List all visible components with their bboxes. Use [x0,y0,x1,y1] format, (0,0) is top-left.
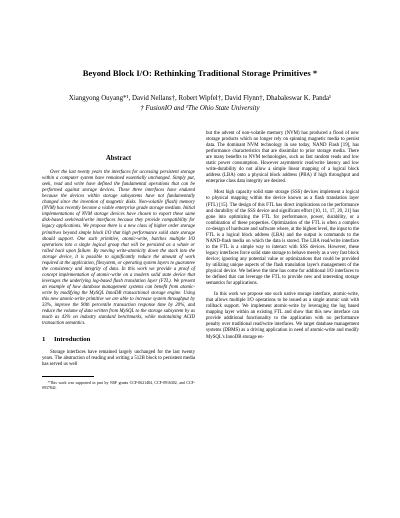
introduction-body [42,350,195,368]
body-paragraph-1: but the advent of non-volatile memory (NVM) has produced a flood of new storage products which no longer rely on spinning magnetic media to persist data. The dominant NVM technology in use today, NAND Flash [19], has performance characteristics that are dissimilar to prior storage media. There are many benefits to NVM technologies, such as fast random reads and low static power consumption. However asymmetric read/write latency and low write-durability do not allow a simple linear mapping of a logical block address (LBA) onto a physical block address (PBA) if high throughput and enterprise class data integrity are desired. [206,131,359,185]
abstract-body [42,170,195,327]
introduction-paragraph: Storage interfaces have remained largely unchanged for the last twenty years. The abstraction of reading and writing a 512B block to persistent media has served us well [42,350,195,368]
left-column [42,146,195,391]
body-paragraph-2: Most high capacity solid state storage (SSS) devices implement a logical to physical mapping within the device known as a flash translation layer (FTL) [15]. The design of this FTL has direct implications on the performance and durability of the SSS device and significant effort [10, 11, 17, 20, 21] has gone into optimizing the FTL for performance, power, durability, or a combination of these properties. Optimization of the FTL is often a complex co-design of hardware and software where, at the highest level, the input to the FTL is a logical block address (LBA) and the output is commands to the NAND-flash media on which the data is stored. The LBA read/write interface to the FTL is a simple way to interact with SSS devices. However, these legacy interfaces force solid state storage to behave merely as a very fast block device; ignoring any potential value or optimizations that could be provided by utilizing unique aspects of the flash translation layer's management of the physical device. We believe the time has come for additional I/O interfaces to be defined that can leverage the FTL to provide new and interesting storage semantics for applications. [206,190,359,287]
section-heading-introduction [42,337,195,343]
author-block [0,94,400,114]
affiliations: † FusionIO and ¹The Ohio State University [140,105,260,112]
paper-title: Beyond Block I/O: Rethinking Traditional Storage Primitives * [82,68,318,78]
body-paragraph-3: In this work we propose one such native storage interface, atomic-write, that allows multiple I/O operations to be issued as a single atomic unit with rollback support. We implement atomic-write by leveraging the log based mapping layer within an existing FTL and show that this new interface can provide additional functionality to the application with no performance penalty over traditional read/write interfaces. We target database management systems (DBMS) as a driving application in need of atomic-write and modify MySQL's InnoDB storage en- [206,292,359,340]
abstract-paragraph: Over the last twenty years the interfaces for accessing persistent storage within a computer system have remained essentially unchanged. Simply put, seek, read and write have defined the fundamental operations that can be performed against storage devices. These three interfaces have endured because the devices within storage subsystems have not fundamentally changed since the invention of magnetic disks. Non-volatile (flash) memory (NVM) has recently become a viable enterprise grade storage medium. Initial implementations of NVM storage devices have chosen to export these same disk-based seek/read/write interfaces because they provide compatibility for legacy applications. We propose there is a new class of higher order storage primitives beyond simple block I/O that high performance solid state storage should support. One such primitive, atomic-write, batches multiple I/O operations into a single logical group that will be persisted as a whole or rolled back upon failure. By moving write-atomicity down the stack into the storage device, it is possible to significantly reduce the amount of work required at the application, filesystem, or operating system layers to guarantee the consistency and integrity of data. In this work we provide a proof of concept implementation of atomic-write on a modern solid state device that leverages the underlying log-based flash translation layer (FTL). We present an example of how database management systems can benefit from atomic-write by modifying the MySQL InnoDB transactional storage engine. Using this new atomic-write primitive we are able to increase system throughput by 33%, improve the 90th percentile transaction response time by 20%, and reduce the volume of data written from MySQL to the storage subsystem by as much as 43% on industry standard benchmarks, while maintaining ACID transaction semantics. [42,170,196,327]
section-title: Introduction [54,336,91,344]
abstract-heading: Abstract [105,155,132,162]
right-column [206,131,359,346]
footnote-text: *This work was supported in part by NSF grants CCF-0621484, CCF-0916302, and CCF-0937842. [42,381,195,391]
section-number: 1 [42,336,46,344]
footnote [42,381,195,391]
author-names: Xiangyong Ouyang*¹, David Nellans†, Robert Wipfel†, David Flynn†, Dhabaleswar K. Panda¹ [68,95,332,102]
footnote-rule [42,376,94,377]
